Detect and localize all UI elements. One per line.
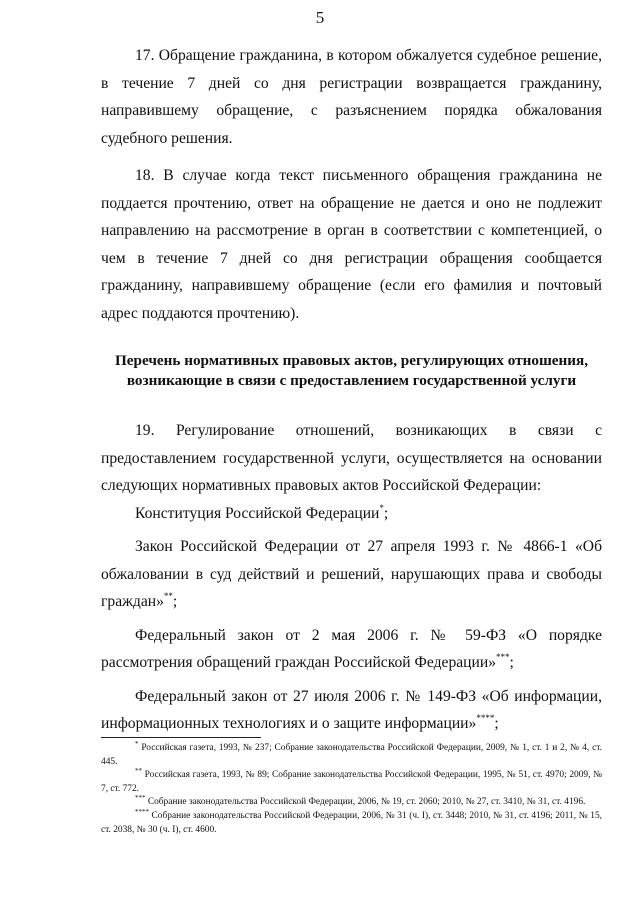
footnote-marker: * [379, 502, 384, 513]
law-item [101, 622, 602, 677]
law-text: Конституция Российской Федерации [135, 504, 380, 522]
footnote-marker: **** [135, 807, 149, 816]
law-text: Федеральный закон от 2 мая 2006 г. № 59-ФЗ «О порядке рассмотрения обращений граждан Российской Федерации» [101, 626, 602, 671]
footnotes [101, 742, 602, 837]
footnote-text: Собрание законодательства Российской Федерации, 2006, № 19, ст. 2060; 2010, № 27, ст. 3410, № 31, ст. 4196. [145, 797, 586, 808]
law-text: Федеральный закон от 27 июля 2006 г. № 149-ФЗ «Об информации, информационных технологиях и о защите информации» [101, 687, 602, 732]
footnote [101, 742, 602, 769]
footnote-text: Собрание законодательства Российской Федерации, 2006, № 31 (ч. I), ст. 3448; 2010, № 31, ст. 4196; 2011, № 15, ст. 2038, № 30 (ч. I), ст. 4600. [101, 810, 602, 835]
footnote [101, 796, 602, 810]
page-number: 5 [315, 8, 325, 27]
section-heading-line-1: Перечень нормативных правовых актов, регулирующих отношения, [114, 352, 589, 369]
footnote-marker: * [135, 740, 139, 748]
law-tail: ; [172, 593, 178, 610]
law-item [101, 500, 602, 528]
footnote [101, 807, 602, 837]
law-tail: ; [509, 654, 514, 671]
footnote-marker: ** [163, 591, 173, 601]
footnote-text: Российская газета, 1993, № 89; Собрание законодательства Российской Федерации, 1995, № 51, ст. 4970; 2009, № 7, ст. 772. [101, 770, 602, 794]
law-tail: ; [494, 715, 499, 732]
section-heading-line-2: возникающие в связи с предоставлением государственной услуги [126, 372, 577, 389]
footnote-divider [101, 737, 261, 738]
footnote-text: Российская газета, 1993, № 237; Собрание законодательства Российской Федерации, 2009, № 1, ст. 1 и 2, № 4, ст. 445. [101, 743, 602, 767]
paragraph-18: 18. В случае когда текст письменного обращения гражданина не поддается прочтению, ответ на обращение не дается и оно не подлежит направлению на рассмотрение в орган в соответствии с компетенцией, о чем в течение 7 дней со дня регистрации обращения сообщается гражданину, направившему обращение (если его фамилия и почтовый адрес поддаются прочтению). [101, 167, 602, 322]
paragraph-19: 19. Регулирование отношений, возникающих в связи с предоставлением государственной услуги, осуществляется на основании следующих нормативных правовых актов Российской Федерации: [101, 422, 602, 494]
footnote-marker: **** [476, 713, 495, 723]
section-heading [101, 351, 602, 391]
law-text: Закон Российской Федерации от 27 апреля 1993 г. № 4866-1 «Об обжаловании в суд действий и решений, нарушающих права и свободы граждан» [101, 538, 602, 610]
footnote [101, 769, 602, 796]
footnote-marker: *** [496, 652, 510, 662]
law-item [101, 683, 602, 738]
law-tail: ; [383, 504, 389, 522]
paragraph-17: 17. Обращение гражданина, в котором обжалуется судебное решение, в течение 7 дней со дня регистрации возвращается гражданину, направившему обращение, с разъяснением порядка обжалования судебного решения. [101, 47, 602, 147]
footnote-marker: ** [135, 767, 142, 776]
law-item [101, 533, 602, 616]
footnote-marker: *** [135, 794, 146, 803]
document-body [101, 42, 602, 738]
